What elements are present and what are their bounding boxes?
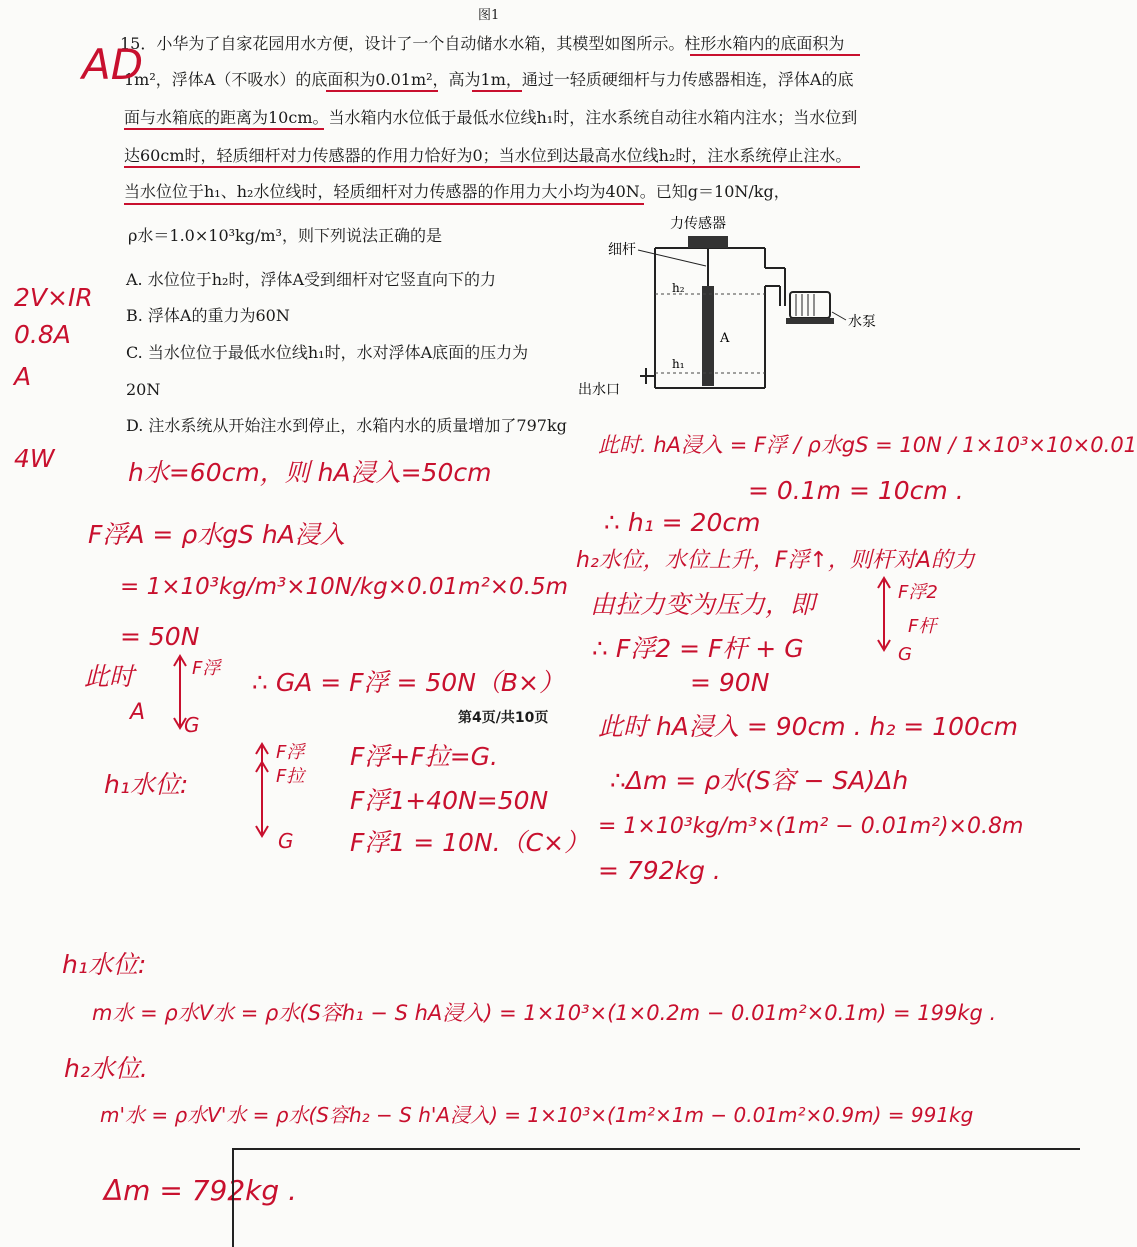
sol-b4: m'水 = ρ水V'水 = ρ水(S容h₂ − S h'A浸入) = 1×10³×(1m²×1m − 0.01m²×0.9m) = 991kg [100,1103,974,1127]
underline [326,90,438,92]
answer-mark: AD [82,40,144,89]
sol-r2: = 0.1m = 10cm . [748,476,964,505]
page-footer: 第4页/共10页 [458,710,549,726]
sol-r4: h₂水位，水位上升，F浮↑，则杆对A的力 [576,548,975,573]
sol-l6d: G [278,829,294,853]
sol-l6c: F拉 [276,766,305,787]
label-float: A [720,331,730,346]
option-a: A. 水位位于h₂时，浮体A受到细杆对它竖直向下的力 [126,270,497,289]
sol-r6b: F杆 [908,616,937,637]
sol-l6b: F浮 [276,742,305,763]
pump [786,292,834,324]
float-a [702,286,714,386]
label-h1: h₁ [672,357,685,371]
label-sensor: 力传感器 [670,216,726,232]
sol-b2: m水 = ρ水V水 = ρ水(S容h₁ − S hA浸入) = 1×10³×(1×0.2m − 0.01m²×0.1m) = 199kg . [92,1001,997,1025]
header-mark: 图1 [478,8,500,23]
problem-line-2: 1m²，浮体A（不吸水）的底面积为0.01m²，高为1m，通过一轻质硬细杆与力传感器相连，浮体A的底 [124,70,854,89]
sol-l6f: F浮1+40N=50N [350,786,549,815]
sol-r10: ∴Δm = ρ水(S容 − SA)Δh [610,766,909,795]
sol-l4: = 50N [120,622,200,651]
sol-r8: = 90N [690,668,770,697]
force-sensor [688,236,728,248]
force-arrows-1 [168,652,192,732]
option-c: C. 当水位位于最低水位线h₁时，水对浮体A底面的压力为 [126,343,529,362]
sol-l5c: ∴ GA = F浮 = 50N（B×） [252,668,564,697]
underline [124,166,860,168]
sol-r3: ∴ h₁ = 20cm [604,508,761,537]
margin-note-1: 2V×IR [14,283,93,312]
sol-l5b: F浮 [192,658,221,679]
apparatus-diagram [570,208,890,408]
sol-r7: ∴ F浮2 = F杆 + G [592,634,804,663]
frame-line-top [232,1148,1080,1150]
sol-l5a: 此时 [84,662,135,691]
underline [124,128,324,130]
option-c-cont: 20N [126,380,161,399]
force-arrows-3 [872,574,896,654]
problem-line-4: 达60cm时，轻质细杆对力传感器的作用力恰好为0；当水位到达最高水位线h₂时，注水系统停止注水。 [124,146,852,165]
sol-r6a: F浮2 [898,582,938,603]
problem-line-6: ρ水＝1.0×10³kg/m³，则下列说法正确的是 [128,226,442,245]
label-pump: 水泵 [848,314,876,330]
sol-r5: 由拉力变为压力，即 [590,590,816,619]
sol-l5e: G [184,713,200,737]
problem-line-1: 15．小华为了自家花园用水方便，设计了一个自动储水水箱，其模型如图所示。柱形水箱内的底面积为 [120,34,845,53]
margin-note-4: 4W [14,444,55,473]
label-h2: h₂ [672,281,685,295]
sol-l2: F浮A = ρ水gS hA浸入 [88,520,345,549]
sol-b3: h₂水位. [64,1054,148,1083]
sol-b1: h₁水位: [62,950,147,979]
margin-note-2: 0.8A [14,320,71,349]
sol-l6g: F浮1 = 10N.（C×） [350,828,589,857]
sol-r1: 此时. hA浸入 = F浮 / ρ水gS = 10N / 1×10³×10×0.01 [598,433,1137,457]
problem-line-3: 面与水箱底的距离为10cm。当水箱内水位低于最低水位线h₁时，注水系统自动往水箱内注水；当水位到 [124,108,858,127]
sol-l6e: F浮+F拉=G. [350,742,498,771]
option-b: B. 浮体A的重力为60N [126,306,290,325]
margin-note-3: A [14,362,32,391]
label-rod: 细杆 [608,242,636,258]
sol-r12: = 792kg . [598,856,721,885]
sol-r9: 此时 hA浸入 = 90cm . h₂ = 100cm [598,712,1019,741]
sol-l5d: A [130,700,146,725]
option-d: D. 注水系统从开始注水到停止，水箱内水的质量增加了797kg [126,416,567,435]
underline [690,54,860,56]
underline [472,90,522,92]
problem-line-5: 当水位位于h₁、h₂水位线时，轻质细杆对力传感器的作用力大小均为40N。已知g＝10N/kg， [124,182,790,201]
sol-b5: Δm = 792kg . [104,1174,297,1207]
sol-l3: = 1×10³kg/m³×10N/kg×0.01m²×0.5m [120,574,569,600]
sol-l6a: h₁水位: [104,770,189,799]
sol-l1: h水=60cm，则 hA浸入=50cm [128,458,492,487]
sol-r11: = 1×10³kg/m³×(1m² − 0.01m²)×0.8m [598,814,1024,839]
frame-line-left [232,1148,234,1247]
force-arrows-2 [250,740,274,840]
underline [124,203,644,205]
label-outlet: 出水口 [578,382,620,398]
sol-r6c: G [898,644,912,665]
